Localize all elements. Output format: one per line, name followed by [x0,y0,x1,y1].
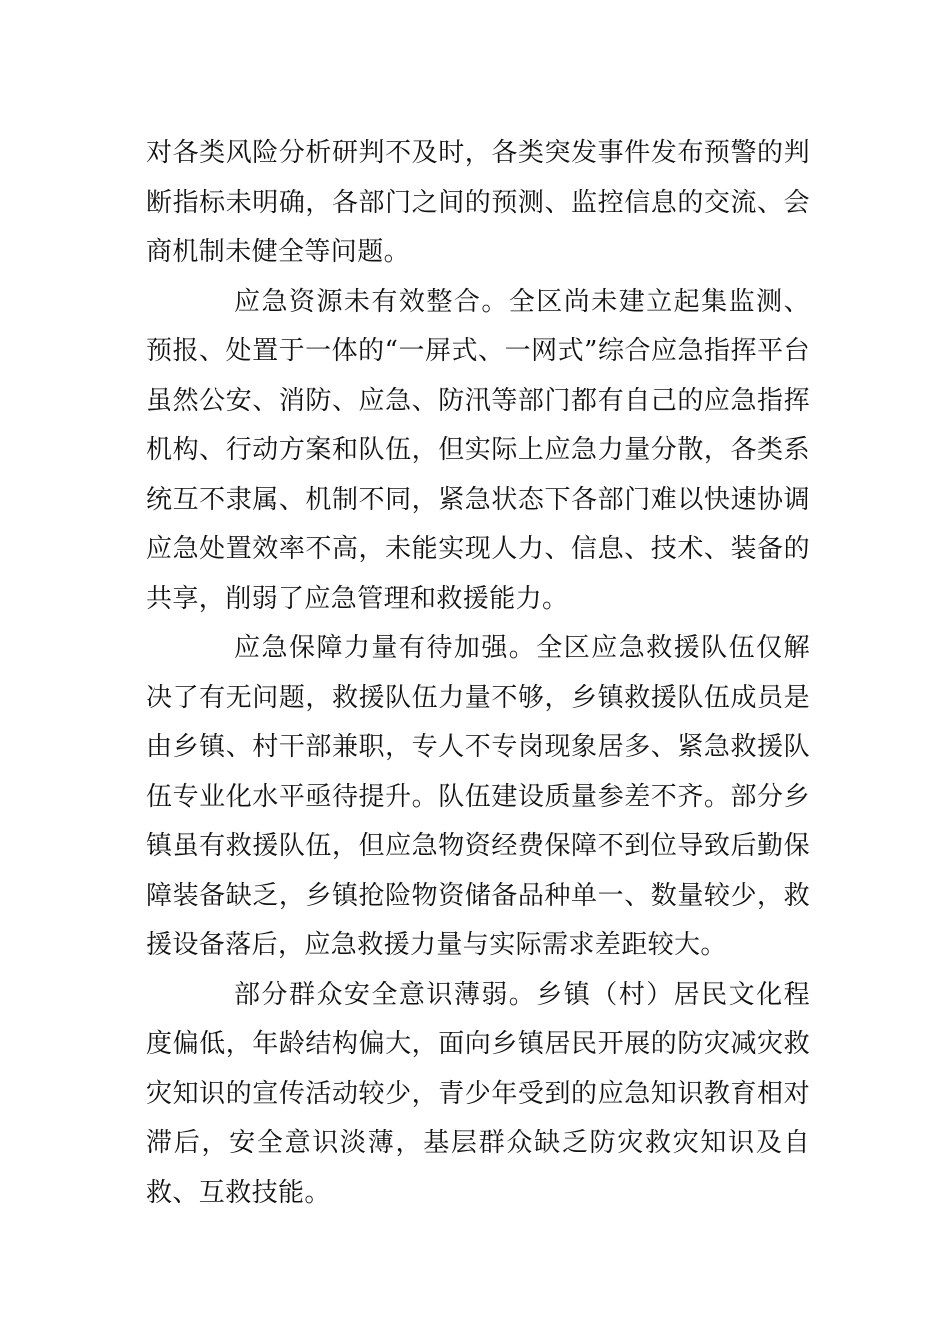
paragraph-public-awareness: 部分群众安全意识薄弱。乡镇（村）居民文化程度偏低，年龄结构偏大，面向乡镇居民开展的防灾减灾救灾知识的宣传活动较少，青少年受到的应急知识教育相对滞后，安全意识淡薄，基层群众缺乏防灾救灾知识及自救、互救技能。 [146,979,810,1208]
document-body [146,129,810,1218]
paragraph-support-strength: 应急保障力量有待加强。全区应急救援队伍仅解决了有无问题，救援队伍力量不够，乡镇救援队伍成员是由乡镇、村干部兼职，专人不专岗现象居多、紧急救援队伍专业化水平亟待提升。队伍建设质量参差不齐。部分乡镇虽有救援队伍，但应急物资经费保障不到位导致后勤保障装备缺乏，乡镇抢险物资储备品种单一、数量较少，救援设备落后，应急救援力量与实际需求差距较大。 [146,633,810,960]
paragraph-risk-analysis: 对各类风险分析研判不及时，各类突发事件发布预警的判断指标未明确，各部门之间的预测、监控信息的交流、会商机制未健全等问题。 [146,138,810,267]
paragraph-resource-integration: 应急资源未有效整合。全区尚未建立起集监测、预报、处置于一体的“一屏式、一网式”综合应急指挥平台虽然公安、消防、应急、防汛等部门都有自己的应急指挥机构、行动方案和队伍，但实际上应急力量分散，各类系统互不隶属、机制不同，紧急状态下各部门难以快速协调应急处置效率不高，未能实现人力、信息、技术、装备的共享，削弱了应急管理和救援能力。 [146,286,810,614]
